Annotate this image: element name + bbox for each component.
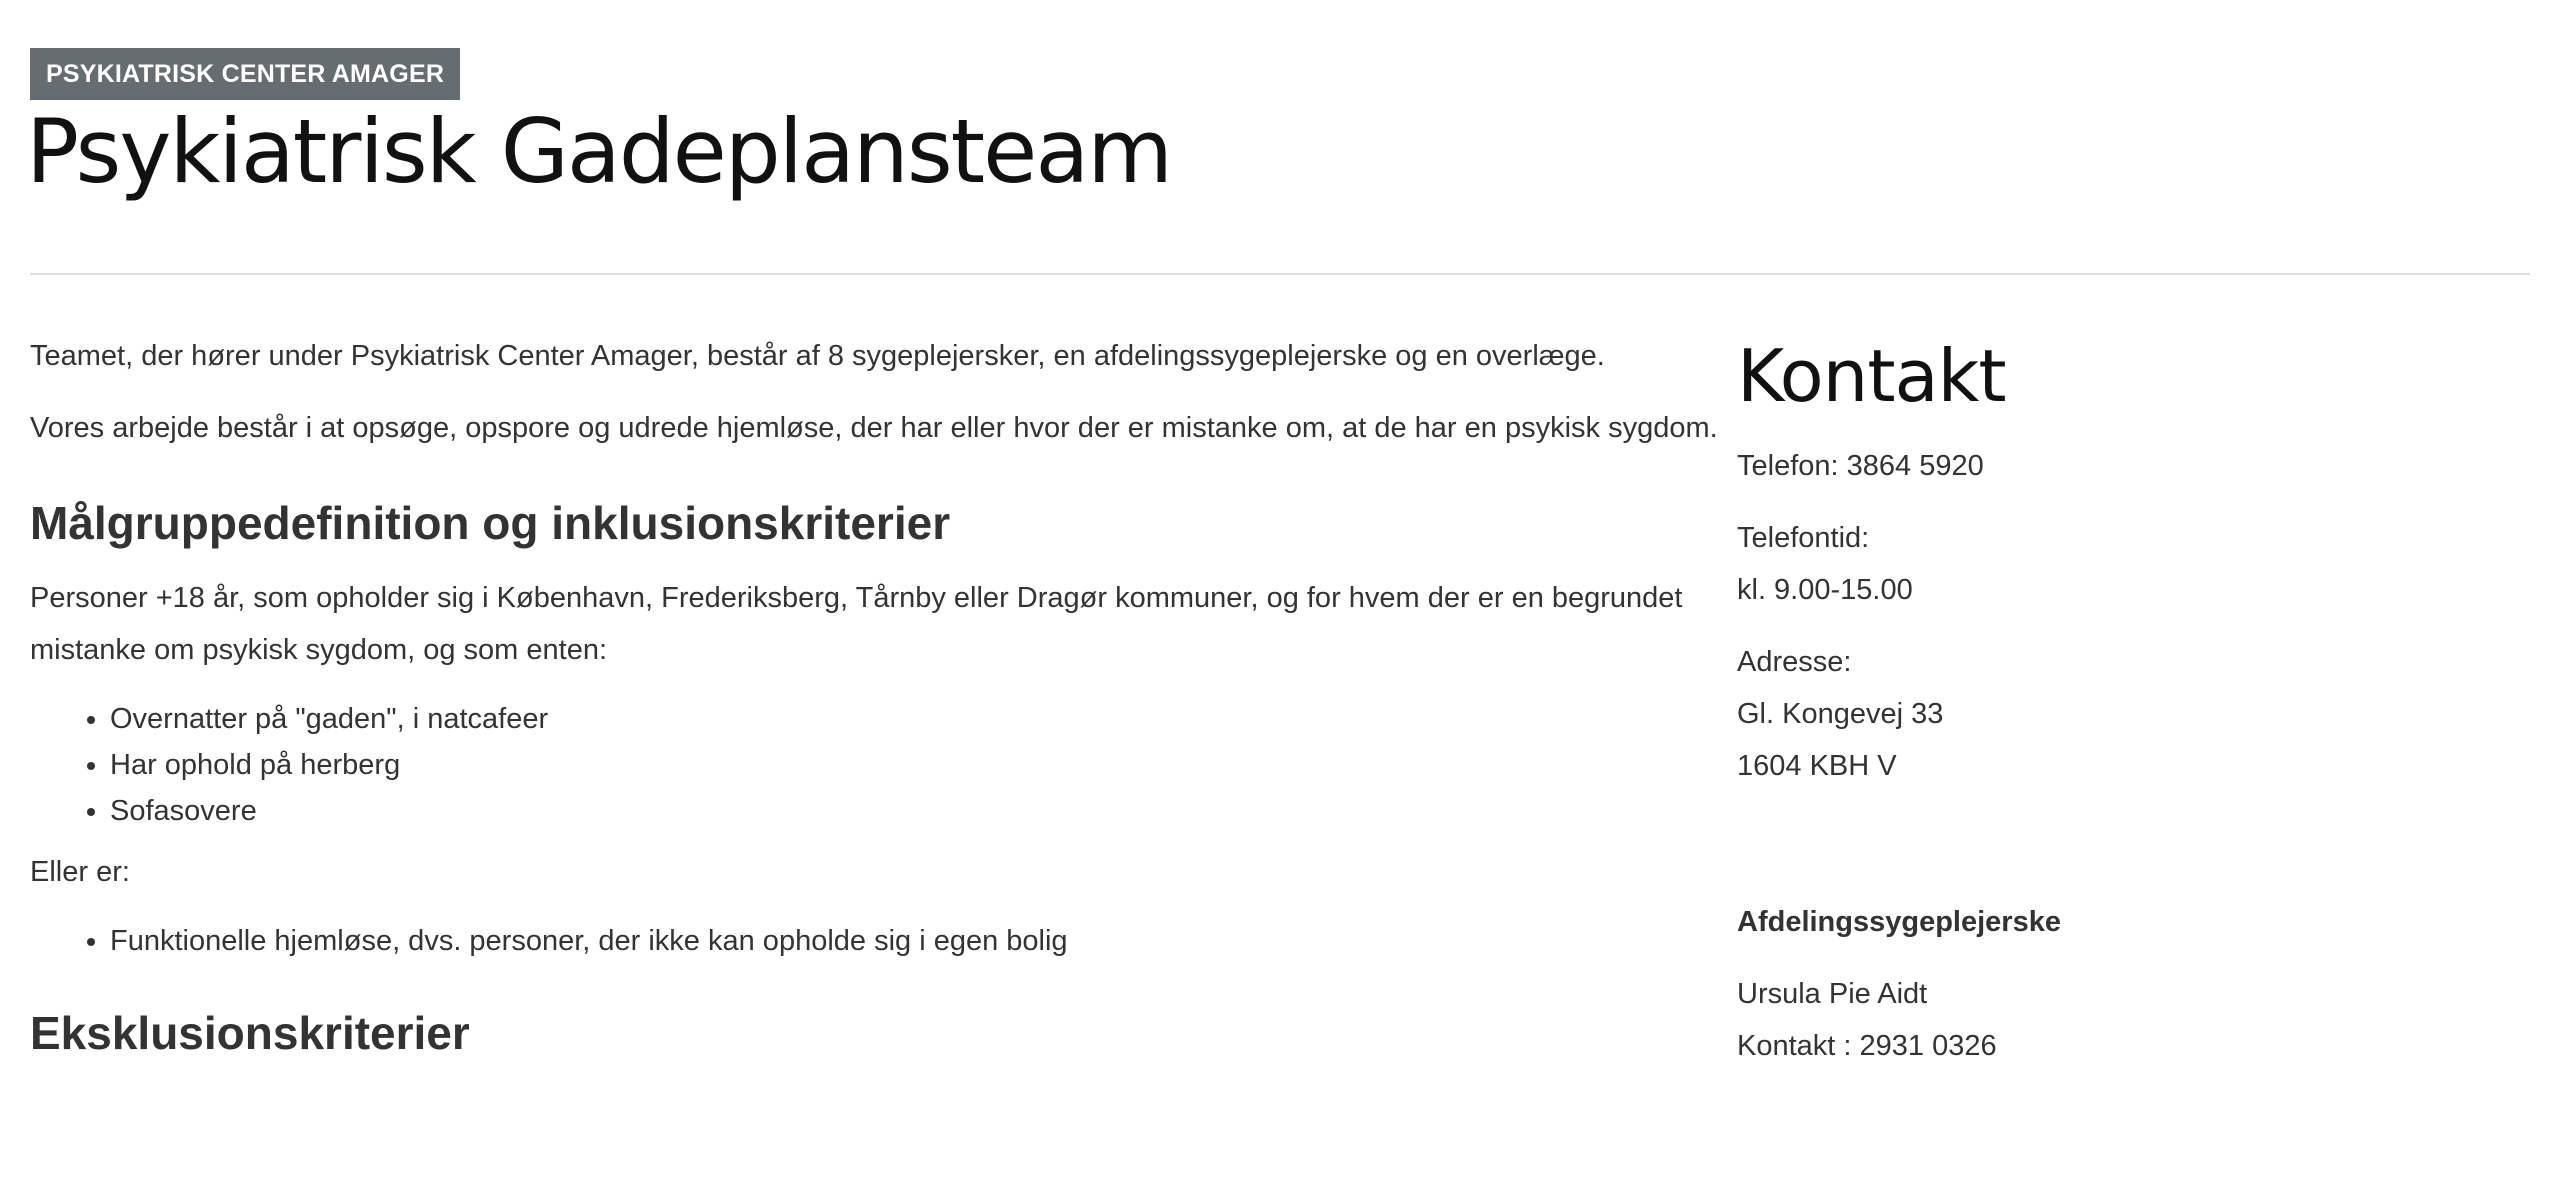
- category-badge: PSYKIATRISK CENTER AMAGER: [30, 48, 460, 100]
- list-item: • Har ophold på herberg: [110, 742, 1720, 788]
- phone-hours-label: Telefontid:: [1737, 522, 1870, 554]
- criteria-list: [30, 696, 1720, 834]
- contact-sidebar: [1737, 326, 2517, 1092]
- person-contact[interactable]: Kontakt : 2931 0326: [1737, 1030, 1997, 1062]
- phone-hours-block: [1737, 512, 2517, 616]
- intro-paragraph-1: Teamet, der hører under Psykiatrisk Center Amager, består af 8 sygeplejersker, en afdelingssygeplejerske og en overlæge.: [30, 340, 1605, 372]
- phone-number[interactable]: Telefon: 3864 5920: [1737, 450, 1984, 482]
- page-title: Psykiatrisk Gadeplansteam: [26, 100, 1171, 203]
- intro-paragraph-2: Vores arbejde består i at opsøge, opspore og udrede hjemløse, der har eller hvor der er mistanke om, at de har en psykisk sygdom.: [30, 412, 1718, 444]
- section-heading-exclusion: Eksklusionskriterier: [30, 1007, 470, 1059]
- target-group-paragraph: Personer +18 år, som opholder sig i København, Frederiksberg, Tårnby eller Dragør kommuner, og for hvem der er en begrundet mistanke om psykisk sygdom, og som enten:: [30, 582, 1683, 666]
- section-heading-target-group: Målgruppedefinition og inklusionskriterier: [30, 497, 951, 549]
- list-item: • Overnatter på "gaden", i natcafeer: [110, 696, 1720, 742]
- person-name: Ursula Pie Aidt: [1737, 978, 1928, 1010]
- list-item: • Sofasovere: [110, 788, 1720, 834]
- address-label: Adresse:: [1737, 646, 1852, 678]
- address-line-2: 1604 KBH V: [1737, 750, 1897, 782]
- phone-hours: kl. 9.00-15.00: [1737, 574, 1913, 606]
- header-divider: [30, 273, 2530, 275]
- role-title: Afdelingssygeplejerske: [1737, 906, 2061, 938]
- address-block: [1737, 636, 2517, 792]
- sidebar-spacer: [1737, 812, 2517, 896]
- criteria-list-2: [30, 918, 1720, 964]
- or-label: Eller er:: [30, 856, 130, 888]
- person-block: [1737, 968, 2517, 1072]
- address-line-1: Gl. Kongevej 33: [1737, 698, 1944, 730]
- main-content: [30, 330, 1720, 1082]
- phone-block: [1737, 440, 2517, 492]
- list-item: • Funktionelle hjemløse, dvs. personer, der ikke kan opholde sig i egen bolig: [110, 918, 1720, 964]
- contact-heading: Kontakt: [1737, 334, 2006, 418]
